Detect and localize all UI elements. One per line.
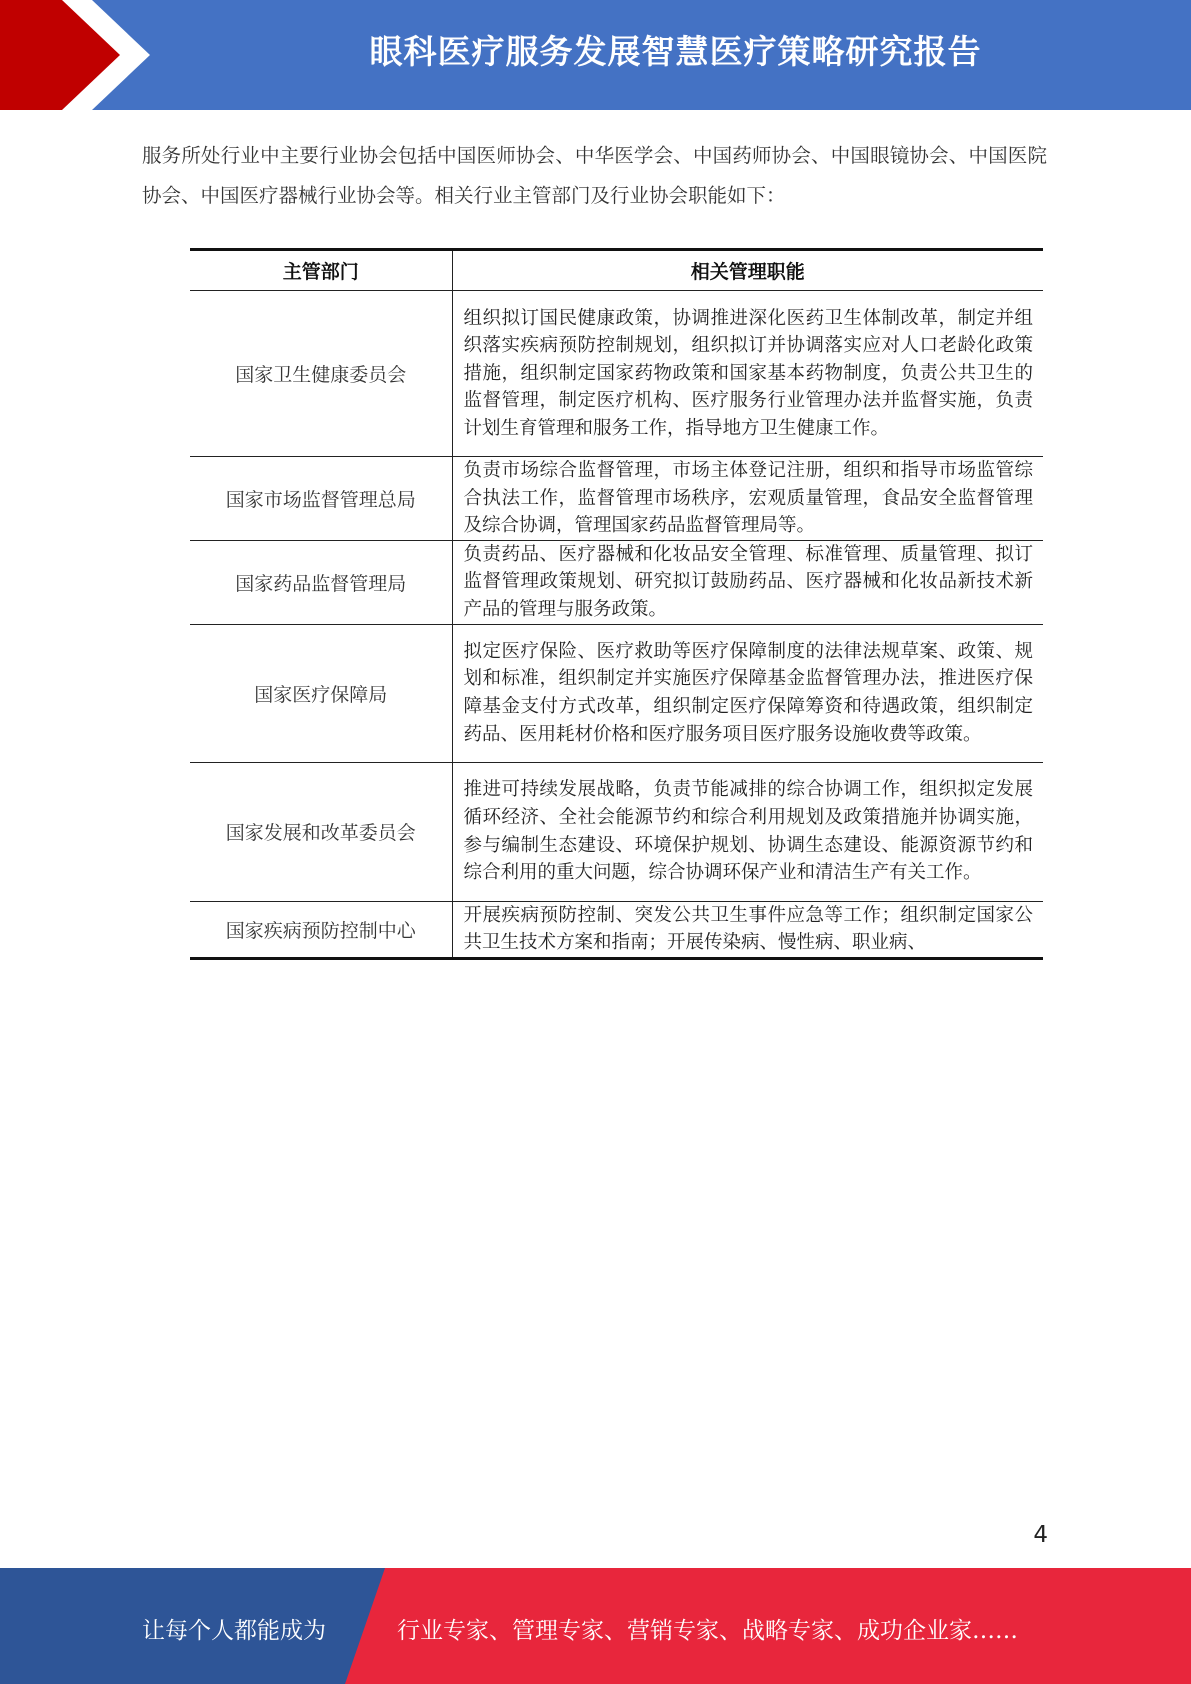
dept-name: 国家市场监督管理总局 (190, 457, 452, 541)
dept-duties: 开展疾病预防控制、突发公共卫生事件应急等工作；组织制定国家公共卫生技术方案和指南；开展传染病、慢性病、职业病、 (452, 901, 1043, 958)
dept-name: 国家卫生健康委员会 (190, 291, 452, 457)
page-number: 4 (1033, 1522, 1048, 1548)
dept-name: 国家医疗保障局 (190, 624, 452, 762)
table-row (190, 624, 1043, 762)
dept-duties: 负责药品、医疗器械和化妆品安全管理、标准管理、质量管理、拟订监督管理政策规划、研究拟订鼓励药品、医疗器械和化妆品新技术新产品的管理与服务政策。 (452, 540, 1043, 624)
dept-duties: 负责市场综合监督管理，市场主体登记注册，组织和指导市场监管综合执法工作，监督管理市场秩序，宏观质量管理，食品安全监督管理及综合协调，管理国家药品监督管理局等。 (452, 457, 1043, 541)
dept-duties: 拟定医疗保险、医疗救助等医疗保障制度的法律法规草案、政策、规划和标准，组织制定并实施医疗保障基金监督管理办法，推进医疗保障基金支付方式改革，组织制定医疗保障筹资和待遇政策，组织制定药品、医用耗材价格和医疗服务项目医疗服务设施收费等政策。 (452, 624, 1043, 762)
footer-bar (0, 1568, 1191, 1684)
dept-duties: 组织拟订国民健康政策，协调推进深化医药卫生体制改革，制定并组织落实疾病预防控制规划，组织拟订并协调落实应对人口老龄化政策措施，组织制定国家药物政策和国家基本药物制度，负责公共卫生的监督管理，制定医疗机构、医疗服务行业管理办法并监督实施，负责计划生育管理和服务工作，指导地方卫生健康工作。 (452, 291, 1043, 457)
dept-name: 国家发展和改革委员会 (190, 762, 452, 901)
table-row (190, 540, 1043, 624)
table-row (190, 901, 1043, 958)
table-row (190, 762, 1043, 901)
dept-duties: 推进可持续发展战略，负责节能减排的综合协调工作，组织拟定发展循环经济、全社会能源节约和综合利用规划及政策措施并协调实施，参与编制生态建设、环境保护规划、协调生态建设、能源资源节约和综合利用的重大问题，综合协调环保产业和清洁生产有关工作。 (452, 762, 1043, 901)
table-row (190, 291, 1043, 457)
header-bar (0, 0, 1191, 110)
header-arrow-decoration (0, 0, 160, 110)
table-header-row (190, 250, 1043, 291)
report-title: 眼科医疗服务发展智慧医疗策略研究报告 (369, 32, 982, 71)
table-row (190, 457, 1043, 541)
dept-name: 国家药品监督管理局 (190, 540, 452, 624)
dept-name: 国家疾病预防控制中心 (190, 901, 452, 958)
footer-slogan-right: 行业专家、管理专家、营销专家、战略专家、成功企业家…… (397, 1618, 1018, 1644)
intro-paragraph: 服务所处行业中主要行业协会包括中国医师协会、中华医学会、中国药师协会、中国眼镜协会、中国医院协会、中国医疗器械行业协会等。相关行业主管部门及行业协会职能如下： (142, 144, 1047, 207)
header-duties: 相关管理职能 (452, 250, 1043, 291)
department-duties-table (190, 248, 1043, 960)
header-dept: 主管部门 (190, 250, 452, 291)
footer-slogan-left: 让每个人都能成为 (142, 1618, 326, 1644)
